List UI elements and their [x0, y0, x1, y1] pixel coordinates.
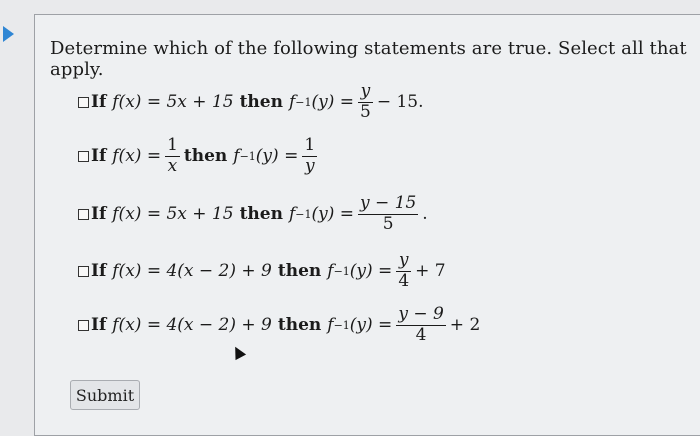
- if-label: If: [91, 315, 107, 336]
- fraction-numerator: y: [360, 81, 371, 101]
- then-label: then: [239, 92, 283, 113]
- then-label: then: [277, 261, 322, 282]
- lhs-prefix: f(x) =: [112, 146, 162, 167]
- fraction-denominator: x: [165, 156, 180, 176]
- rhs-tail: + 2: [449, 315, 481, 336]
- inverse-f: f: [288, 204, 296, 225]
- rhs-tail: .: [422, 204, 428, 225]
- inverse-superscript: −1: [295, 207, 312, 221]
- inverse-f: f: [233, 146, 240, 167]
- inverse-arg: (y) =: [349, 315, 393, 336]
- play-arrow-icon: [3, 26, 14, 42]
- lhs-expression: f(x) = 5x + 15: [112, 204, 234, 225]
- inverse-f: f: [327, 315, 334, 336]
- if-label: If: [91, 146, 107, 167]
- inverse-arg: (y) =: [349, 261, 393, 282]
- submit-button[interactable]: Submit: [70, 380, 140, 410]
- rhs-fraction: [358, 83, 373, 122]
- rhs-tail: − 15.: [376, 92, 424, 113]
- option-5[interactable]: [78, 306, 480, 345]
- option-1[interactable]: [78, 83, 424, 122]
- fraction-denominator: 5: [360, 101, 371, 122]
- fraction-numerator: 1: [167, 135, 178, 155]
- question-prompt: Determine which of the following statements are true. Select all that apply.: [50, 38, 687, 80]
- inverse-arg: (y) =: [255, 146, 299, 167]
- if-label: If: [91, 204, 107, 225]
- rhs-fraction: [396, 252, 411, 291]
- fraction-denominator: y: [302, 156, 317, 176]
- lhs-expression: f(x) = 4(x − 2) + 9: [112, 315, 272, 336]
- fraction-denominator: 5: [358, 214, 418, 234]
- option-4[interactable]: [78, 252, 446, 291]
- inverse-superscript: −1: [333, 264, 350, 278]
- lhs-expression: f(x) = 4(x − 2) + 9: [112, 261, 272, 282]
- rhs-fraction: [358, 195, 418, 234]
- lhs-expression: f(x) = 5x + 15: [112, 92, 234, 113]
- then-label: then: [277, 315, 322, 336]
- fraction-denominator: 4: [396, 325, 445, 345]
- inverse-superscript: −1: [295, 95, 312, 109]
- then-label: then: [183, 146, 228, 167]
- rhs-fraction: [396, 306, 445, 345]
- checkbox-option-2[interactable]: [78, 151, 89, 162]
- if-label: If: [91, 92, 107, 113]
- option-3[interactable]: [78, 195, 428, 234]
- option-2[interactable]: [78, 137, 321, 176]
- rhs-tail: + 7: [415, 261, 446, 282]
- checkbox-option-4[interactable]: [78, 266, 89, 277]
- fraction-numerator: y − 15: [360, 193, 417, 213]
- checkbox-option-3[interactable]: [78, 209, 89, 220]
- fraction-numerator: 1: [304, 135, 316, 155]
- inverse-superscript: −1: [239, 149, 256, 163]
- checkbox-option-5[interactable]: [78, 320, 89, 331]
- inverse-f: f: [288, 92, 296, 113]
- fraction-numerator: y − 9: [398, 304, 444, 324]
- inverse-superscript: −1: [333, 318, 350, 332]
- inverse-f: f: [327, 261, 334, 282]
- inverse-arg: (y) =: [311, 204, 354, 225]
- then-label: then: [239, 204, 283, 225]
- rhs-fraction: [302, 137, 317, 176]
- lhs-fraction: [165, 137, 180, 176]
- fraction-numerator: y: [398, 250, 409, 270]
- checkbox-option-1[interactable]: [78, 97, 89, 108]
- fraction-denominator: 4: [398, 270, 410, 291]
- inverse-arg: (y) =: [311, 92, 354, 113]
- if-label: If: [91, 261, 107, 282]
